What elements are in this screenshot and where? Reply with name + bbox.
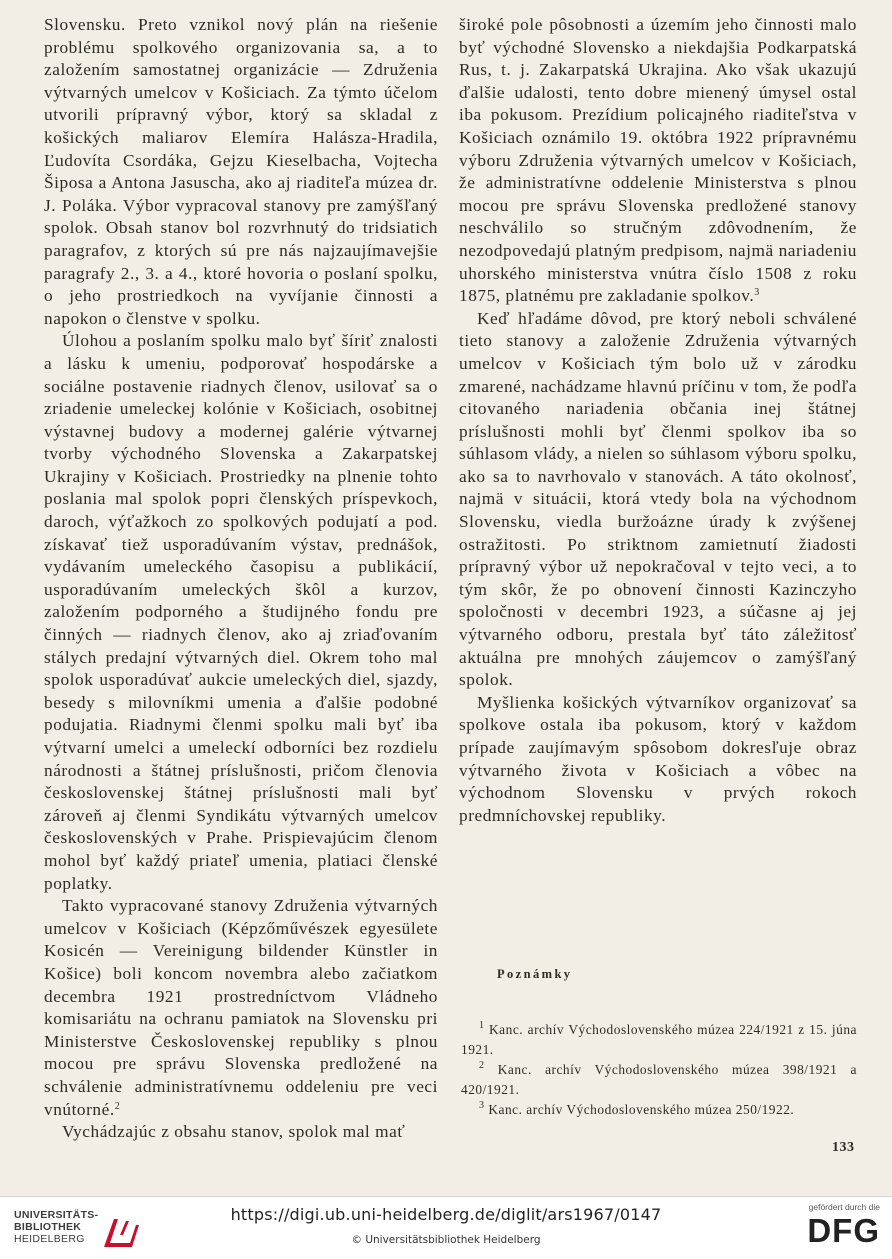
paragraph: Takto vypracované stanovy Združenia výtvarných umelcov v Košiciach (Képzőművészek egyesülete Kosicén — Vereinigung bildender Künstler in Košice) boli koncom novembra alebo začiatkom decembra 1921 prostredníctvom Vládneho komisariátu na ochranu pamiatok na Slovensku pri Ministerstve Československej republiky s plnou mocou pre správu Slovenska predložené na schválenie administratívnemu oddeleniu pre veci vnútorné.$^2$ xyxy=(44,896,438,1119)
library-name-line1: UNIVERSITÄTS- xyxy=(14,1209,99,1221)
right-text-column xyxy=(459,14,857,827)
copyright-notice: © Universitätsbibliothek Heidelberg xyxy=(351,1234,541,1246)
paragraph: Vychádzajúc z obsahu stanov, spolok mal mať xyxy=(62,1122,406,1142)
library-name-line2: BIBLIOTHEK xyxy=(14,1221,82,1233)
footnote-ref[interactable]: 3 xyxy=(754,287,760,299)
permalink-url[interactable]: https://digi.ub.uni-heidelberg.de/diglit/ars1967/0147 xyxy=(230,1205,662,1224)
library-name-line3: HEIDELBERG xyxy=(14,1233,85,1245)
left-text-column xyxy=(44,14,438,1144)
funding-label: gefördert durch die xyxy=(808,1202,880,1212)
footnotes xyxy=(461,1020,857,1120)
footnote: $^3$ Kanc. archív Východoslovenského múzea 250/1922. xyxy=(479,1100,795,1117)
footnote: $^2$ Kanc. archív Východoslovenského múzea 398/1921 a 420/1921. xyxy=(461,1060,857,1097)
paragraph: Slovensku. Preto vznikol nový plán na riešenie problému spolkového organizovania sa, a to založením samostatnej organizácie — Združenia výtvarných umelcov v Košiciach. Za týmto účelom utvorili prípravný výbor, ktorý sa skladal z košických maliarov Elemíra Halásza-Hradila, Ľudovíta Csordáka, Gejzu Kieselbacha, Vojtecha Šiposa a Antona Jasuscha, ako aj riaditeľa múzea dr. J. Poláka. Výbor vypracoval stanovy pre zamýšľaný spolok. Obsah stanov bol rozvrhnutý do tridsiatich paragrafov, z ktorých sú pre nás najzaujímavejšie paragrafy 2., 3. a 4., ktoré hovoria o poslaní spolku, o jeho prostriedkoch na vyvíjanie činnosti a napokon o členstve v spolku. xyxy=(44,15,438,328)
footnote: $^1$ Kanc. archív Východoslovenského múzea 224/1921 z 15. júna 1921. xyxy=(461,1020,857,1057)
paragraph: Úlohou a poslaním spolku malo byť šíriť znalosti a lásku k umeniu, podporovať hospodárske a sociálne postavenie riadnych členov, usilovať sa o zriadenie umeleckej kolónie v Košiciach, osobitnej výstavnej budovy a modernej galérie výtvarnej tvorby východného Slovenska a Zakarpatskej Ukrajiny v Košiciach. Prostriedky na plnenie tohto poslania mal spolok popri členských príspevkoch, daroch, výťažkoch zo spolkových podujatí a pod. získavať tiež usporadúvaním výstav, prednášok, vydávaním umeleckého časopisu a publikácií, usporadúvaním umeleckých škôl a kurzov, založením podporného a študijného fondu pre činných — riadnych členov, ako aj zriaďovaním stálych predajní výtvarných diel. Okrem toho mal spolok usporadúvať aukcie umeleckých diel, sjazdy, besedy s milovníkmi umenia a ďalšie podobné podujatia. Riadnymi členmi spolku mali byť iba výtvarní umelci a umeleckí odborníci bez rozdielu národnosti a štátnej príslušnosti, pričom členovia československej štátnej príslušnosti mali byť zároveň aj členmi Syndikátu výtvarných umelcov československých v Prahe. Prispievajúcim členom mohol byť každý priateľ umenia, platiaci členské poplatky. xyxy=(44,331,438,893)
paragraph: Myšlienka košických výtvarníkov organizovať sa spolkove ostala iba pokusom, ktorý v každom prípade zaujímavým spôsobom dokresľuje obraz výtvarného života v Košiciach a vôbec na východnom Slovensku v prvých rokoch predmníchovskej republiky. xyxy=(459,692,857,825)
page-number: 133 xyxy=(832,1140,855,1155)
viewer-footer xyxy=(0,1196,892,1259)
notes-heading: Poznámky xyxy=(497,967,573,981)
footnote-ref[interactable]: 2 xyxy=(114,1100,121,1112)
funder-name: DFG xyxy=(807,1212,880,1249)
paragraph: Keď hľadáme dôvod, pre ktorý neboli schválené tieto stanovy a založenie Združenia výtvarných umelcov v Košiciach tým bolo už v zárodku zmarené, nachádzame hlavnú príčinu v tom, že podľa citovaného nariadenia občania inej štátnej príslušnosti mohli byť členmi spolkov iba so súhlasom vlády, a nielen so súhlasom výboru spolku, ako sa to navrhovalo v stanovách. A táto okolnosť, najmä v situácii, ktorá vtedy bola na východnom Slovensku, viedla buržoázne úrady k zvýšenej ostražitosti. Po striktnom zamietnutí žiadosti prípravný výbor už nepokračoval v tejto veci, a to tým skôr, že po obnovení činnosti Kazinczyho spoločnosti v decembri 1923, a súčasne aj jej výtvarného odboru, prestala byť táto záležitosť aktuálna pre mnohých záujemcov o zamýšľaný spolok. xyxy=(459,308,857,690)
dfg-logo[interactable] xyxy=(788,1202,880,1254)
paragraph: široké pole pôsobnosti a územím jeho činnosti malo byť východné Slovensko a niekdajšia Podkarpatská Rus, t. j. Zakarpatská Ukrajina. Ako však ukazujú ďalšie udalosti, tento dobre mienený úmysel ostal iba pokusom. Prezídium policajného riaditeľstva v Košiciach oznámilo 19. októbra 1922 prípravnému výboru Združenia výtvarných umelcov v Košiciach, že administratívne oddelenie Ministerstva s plnou mocou pre správu Slovenska predložené stanovy neschválilo so stručným zdôvodnením, že nezodpovedajú platným predpisom, najmä nariadeniu uhorského ministerstva vnútra číslo 1508 z roku 1875, platnému pre zakladanie spolkov.$^3$ xyxy=(459,15,857,306)
